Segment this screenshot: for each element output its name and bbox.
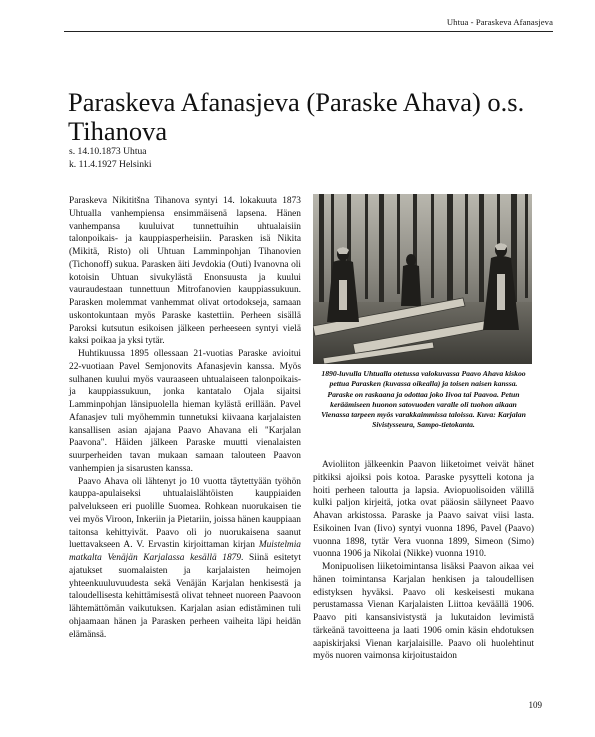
page-number: 109 <box>528 700 542 710</box>
paragraph: Paavo Ahava oli lähtenyt jo 10 vuotta täytettyään työhön kauppa-apulaiseksi uhtualaislähtöisten kauppiaiden palvelukseen eri puolille Suomea. Rohkean nuorukaisen tie vei myös Viroon, Inkeriin ja Pietariin, joissa hänen kauppiaan taitonsa kehittyivät. Paavo oli jo nuorukaisena saanut luettavakseen A. V. Ervastin kirjoittaman kirjan Muistelmia matkalta Venäjän Karjalassa kesällä 1879. Siinä esitetyt ajatukset suomalaisten ja karjalaisten heimojen yhteenkuuluvuudesta sekä Venäjän Karjalan henkisestä ja taloudellisesta kehittämisestä olivat tehneet nuoreen Paavoon lähtemättömän vaikutuksen. Karjalan asian edistäminen tuli ohjaamaan hänen ja Parasken perheen vaiheita läpi heidän elämänsä. <box>69 476 301 640</box>
life-dates <box>69 146 152 171</box>
right-column <box>313 459 534 663</box>
historical-photograph <box>313 194 532 364</box>
paragraph: Monipuolisen liiketoimintansa lisäksi Paavon aikaa vei hänen toimintansa Karjalan henkisen ja taloudellisen edistyksen hyväksi. Paavo oli keskeisesti mukana perustamassa Vienan Karjalaisten Liittoa keväällä 1906. Paavo piti kansansivistystä ja lukutaidon levimistä tärkeänä tavoitteena ja laati 1906 omin käsin ehdotuksen aapiskirjaksi Vienan karjalaisille. Paavo oli huolehtinut myös nuoren vaimonsa kirjoitustaidon <box>313 562 534 662</box>
death-date: k. 11.4.1927 Helsinki <box>69 158 152 170</box>
article-title: Paraskeva Afanasjeva (Paraske Ahava) o.s. Tihanova <box>68 87 525 146</box>
photo-illustration <box>313 194 532 364</box>
photo-caption: 1890-luvulla Uhtualla otetussa valokuvassa Paavo Ahava kiskoo pettua Parasken (kuvassa oikealla) ja toisen naisen kanssa. Paraske on raskaana ja odottaa joko Iivoa tai Paavoa. Petun keräämiseen huonon satovuoden varalle oli tuohon aikaan Vienassa tarpeen myös varakkaimmissa taloissa. Kuva: Karjalan Sivistysseura, Sampo-tietokanta. <box>321 369 526 430</box>
running-header: Uhtua - Paraskeva Afanasjeva <box>446 17 553 27</box>
paragraph: Avioliiton jälkeenkin Paavon liiketoimet veivät hänet pitkiksi ajoiksi pois kotoa. Paraske pysytteli kotona ja hoiti perheen taloutta ja lapsia. Aviopuolisoiden välillä kulki paljon kirjeitä, jotka ovat pääosin säilyneet Paavo Ahavan arkistossa. Paraske ja Paavo saivat viisi lasta. Esikoinen Ivan (Iivo) syntyi vuonna 1896, Pavel (Paavo) vuonna 1898, tytär Vera vuonna 1899, Simeon (Simo) vuonna 1906 ja Nikolai (Nikke) vuonna 1910. <box>313 460 534 560</box>
left-column <box>69 195 301 641</box>
paragraph: Huhtikuussa 1895 ollessaan 21-vuotias Paraske avioitui 22-vuotiaan Pavel Semjonovits Afanasjevin kanssa. Myös sulhanen kuului myös vauraaseen uhtualaiseen talonpoikais- ja kauppiassukuun, jonka kantatalo Ojala sijaitsi Lamminpohjan länsipuolella hieman kylästä erillään. Pavel Afanasjev tuli myöhemmin tunnetuksi kiivaana karjalaisten kansallisen asian ajajana Paavo Ahavana eli "Karjalan Paavona". Häiden jälkeen Paraske muutti vienalaisten suurperheiden tavan mukaan samaan talouteen Paavon vanhempien ja sisarusten kanssa. <box>69 349 301 474</box>
birth-date: s. 14.10.1873 Uhtua <box>69 146 147 157</box>
header-rule <box>64 31 553 32</box>
paragraph: Paraskeva Nikititšna Tihanova syntyi 14. lokakuuta 1873 Uhtualla vanhempiensa ensimmäisenä lapsena. Hänen vanhempansa kuuluivat tunnettuihin uhtualaisiin talonpoikais- ja kauppiasperheisiin. Parasken isä Nikita (Mikitä, Risto) oli Uhtuan Lamminpohjan Tihanovien (Tichonoff) sukua. Parasken äiti Jevdokia (Outi) Ivanovna oli kotoisin Uhtuan sivukylästä Enonsuusta ja kuului vauraudestaan tunnettuun Mitrofanovien kauppiassukuun. Parasken molemmat vanhemmat olivat ortodokseja, samaan uskontokuntaan myös Paraske kastettiin. Perheen sisällä Paroksi kutsutun esikoisen jälkeen perheeseen syntyi vielä kaksi poikaa ja yksi tytär. <box>69 196 301 347</box>
book-title: Muistelmia matkalta Venäjän Karjalassa kesällä 1879 <box>69 540 301 563</box>
